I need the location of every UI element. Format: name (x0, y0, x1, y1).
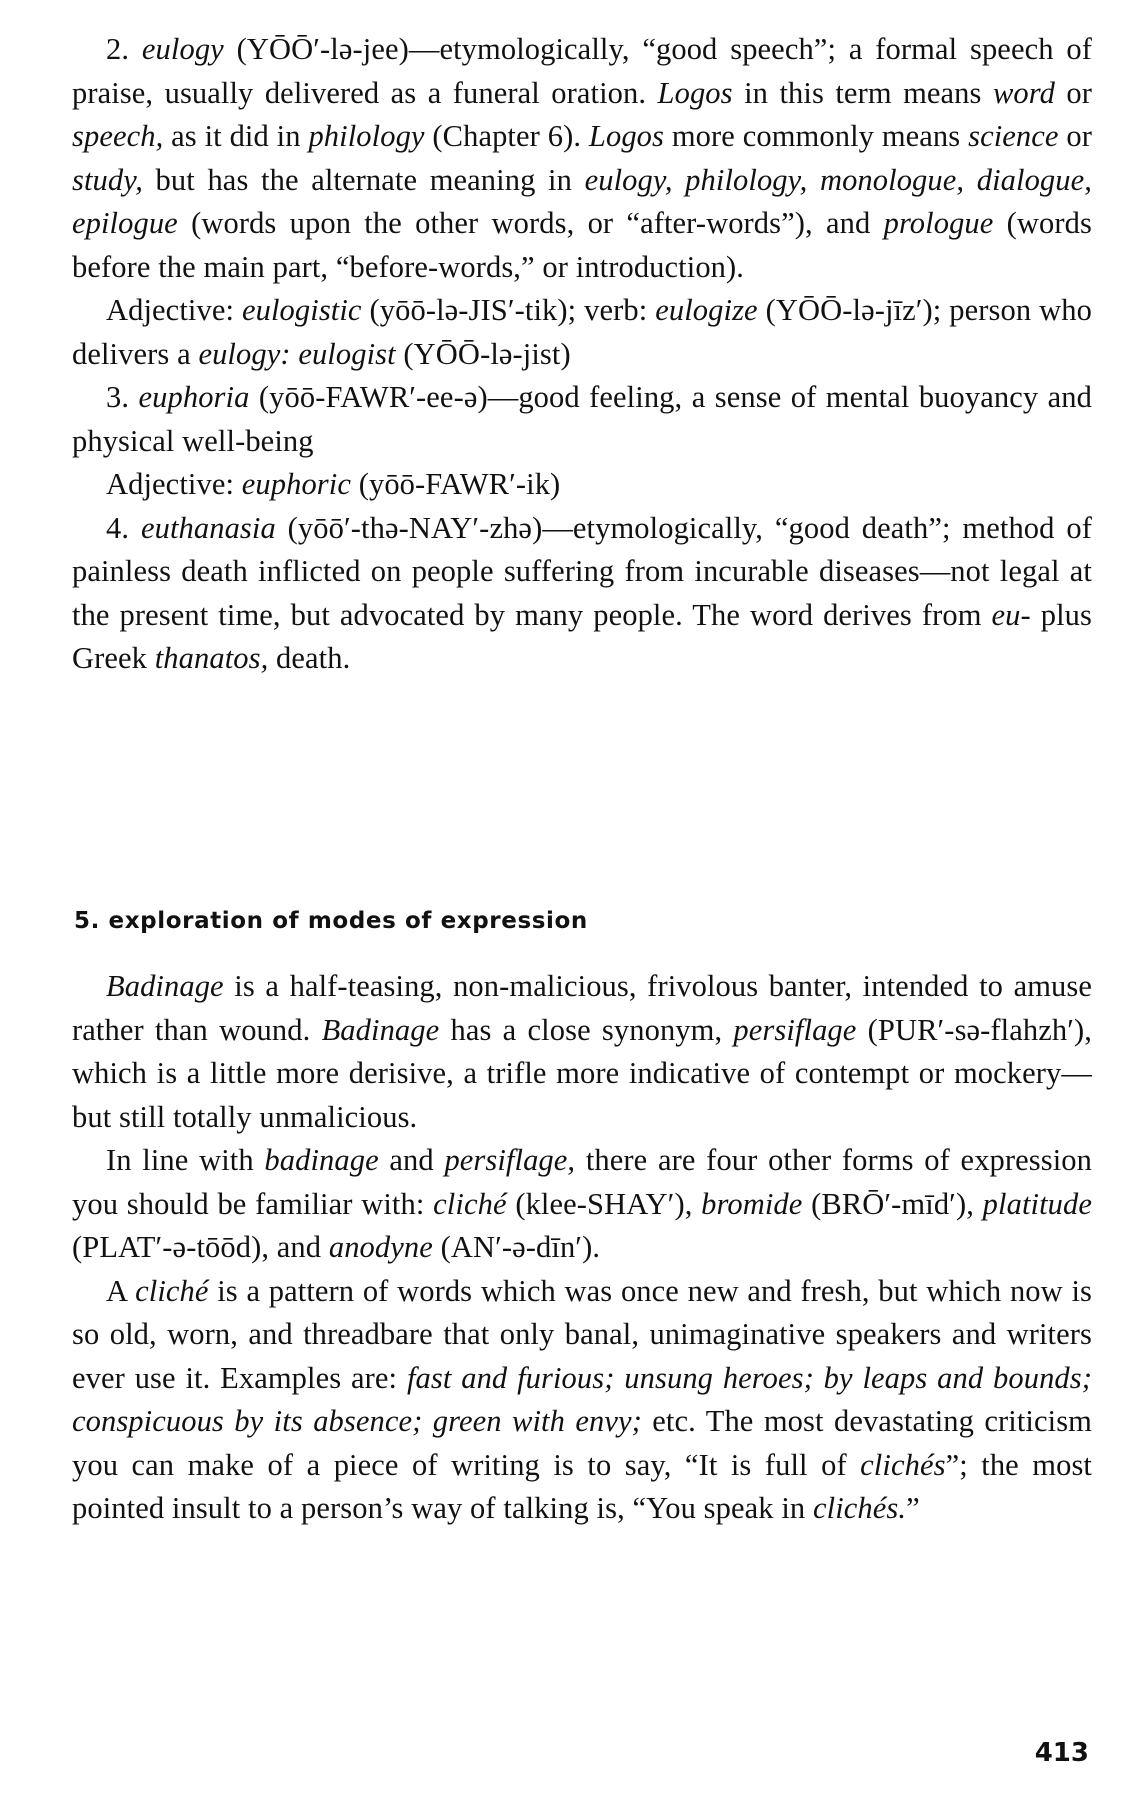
entry-number: 2. (106, 32, 130, 66)
entry-text (72, 293, 1092, 371)
text-run (129, 380, 138, 414)
entry-eulogy (72, 28, 1092, 289)
italic-term: euphoric (241, 467, 351, 501)
italic-term: prologue (883, 206, 994, 240)
paragraph-badinage (72, 965, 1092, 1139)
italic-term: eulogistic (241, 293, 362, 327)
text-run: has a close synonym, (439, 1012, 734, 1047)
entry-eulogy-forms (72, 289, 1092, 376)
modes-section (72, 965, 1092, 1531)
text-run: (klee-SHAY′), (506, 1186, 702, 1221)
text-run: A (106, 1273, 136, 1308)
text-run: or (1054, 75, 1092, 110)
text-run: (yōō-lə-JIS′-tik); verb: (361, 293, 656, 327)
text-run: (YŌŌ-lə-jīz′); person who delivers a (72, 293, 1092, 371)
text-run: is a half-teasing, non-malicious, frivolous banter, intended to amuse rather than wound. (72, 969, 1092, 1047)
text-run (129, 32, 142, 66)
italic-term: Badinage (106, 969, 224, 1003)
text-run: as it did in (163, 119, 309, 153)
italic-term: fast and furious; unsung heroes; by leaps and bounds; conspicuous by its absence; green with envy; (72, 1360, 1092, 1438)
text-run: and (378, 1143, 445, 1177)
text-run: Adjective: (106, 293, 242, 327)
italic-term: science (968, 119, 1059, 153)
italic-term: euthanasia (140, 510, 276, 545)
text-run: or (1058, 119, 1092, 153)
section-heading: 5. exploration of modes of expression (74, 908, 588, 934)
italic-term: eulogy: eulogist (198, 336, 396, 371)
text-run: (Chapter 6). (424, 119, 589, 153)
page-number: 413 (1034, 1738, 1089, 1768)
text-run: (yōō-FAWR′-ik) (350, 467, 561, 501)
italic-term: eu- (991, 597, 1031, 632)
italic-term: thanatos, (154, 641, 269, 675)
text-run: (yōō-FAWR′-ee-ə)—good feeling, a sense of mental buoyancy and physical well-being (72, 380, 1092, 458)
italic-term: badinage (264, 1143, 379, 1177)
entry-text (72, 32, 1092, 284)
italic-term: eulogy, philology, monologue, dialogue, epilogue (72, 162, 1092, 240)
italic-term: Badinage (321, 1012, 440, 1047)
text-run: is a pattern of words which was once new and fresh, but which now is so old, worn, and threadbare that only banal, unimaginative speakers and writers ever use it. Examples are: (72, 1273, 1092, 1395)
text-run: ”; the most pointed insult to a person’s way of talking is, “You speak in (72, 1447, 1092, 1525)
italic-term: persiflage (733, 1012, 857, 1047)
italic-term: Logos (657, 75, 733, 110)
entry-euthanasia (72, 507, 1092, 681)
text-run: (yōō′-thə-NAY′-zhə)—etymologically, “good death”; method of painless death inflicted on people suffering from incurable diseases—not legal at the present time, but advocated by many people. The word derives from (72, 510, 1092, 632)
italic-term: study, (72, 162, 143, 197)
text-run: (YŌŌ-lə-jist) (395, 336, 571, 371)
text-run: (words upon the other words, or “after-words”), and (177, 206, 884, 240)
entry-text (72, 511, 1092, 676)
text-run: (PUR′-sə-flahzh′), which is a little more derisive, a trifle more indicative of contempt or mockery—but still totally unmalicious. (72, 1012, 1092, 1134)
italic-term: persiflage, (444, 1143, 576, 1177)
text-run: etc. The most devastating criticism you can make of a piece of writing is to say, “It is full of (72, 1404, 1092, 1482)
text-run: Adjective: (106, 467, 242, 501)
text-run: (YŌŌ′-lə-jee)—etymologically, “good speech”; a formal speech of praise, usually delivered as a funeral oration. (72, 32, 1092, 110)
italic-term: eulogize (655, 293, 758, 327)
italic-term: cliché (135, 1273, 209, 1308)
text-run: (AN′-ə-dīn′). (432, 1230, 601, 1264)
text-run: but has the alternate meaning in (142, 162, 585, 197)
paragraph-cliche (72, 1270, 1092, 1531)
text-run: ” (906, 1491, 920, 1525)
text-run: more commonly means (664, 119, 969, 153)
text-run: death. (268, 641, 351, 675)
entry-euphoria (72, 376, 1092, 463)
text-run: plus Greek (72, 597, 1092, 675)
text-run: in this term means (732, 75, 993, 110)
text-run: (BRŌ′-mīd′), (802, 1186, 983, 1221)
italic-term: philology (308, 119, 425, 153)
entry-text (72, 380, 1092, 458)
paragraph-forms-of-expression (72, 1139, 1092, 1270)
italic-term: speech, (72, 119, 164, 153)
entry-number: 4. (106, 510, 130, 545)
entry-euphoria-forms (72, 463, 1092, 507)
italic-term: platitude (982, 1186, 1093, 1221)
definitions-section (72, 28, 1092, 681)
italic-term: anodyne (328, 1230, 433, 1264)
italic-term: cliché (433, 1186, 507, 1221)
text-run (129, 511, 141, 545)
text-run: there are four other forms of expression you should be familiar with: (72, 1143, 1092, 1221)
text-run: (words before the main part, “before-words,” or introduction). (72, 206, 1092, 284)
italic-term: bromide (701, 1186, 803, 1221)
italic-term: eulogy (141, 32, 224, 66)
text-run: (PLAT′-ə-tōōd), and (72, 1230, 329, 1264)
text-run: In line with (106, 1143, 265, 1177)
italic-term: word (992, 75, 1055, 110)
italic-term: euphoria (138, 380, 250, 414)
entry-text (106, 467, 560, 501)
italic-term: clichés (860, 1447, 946, 1482)
entry-number: 3. (106, 380, 130, 414)
italic-term: Logos (588, 119, 664, 153)
italic-term: clichés. (812, 1491, 907, 1525)
